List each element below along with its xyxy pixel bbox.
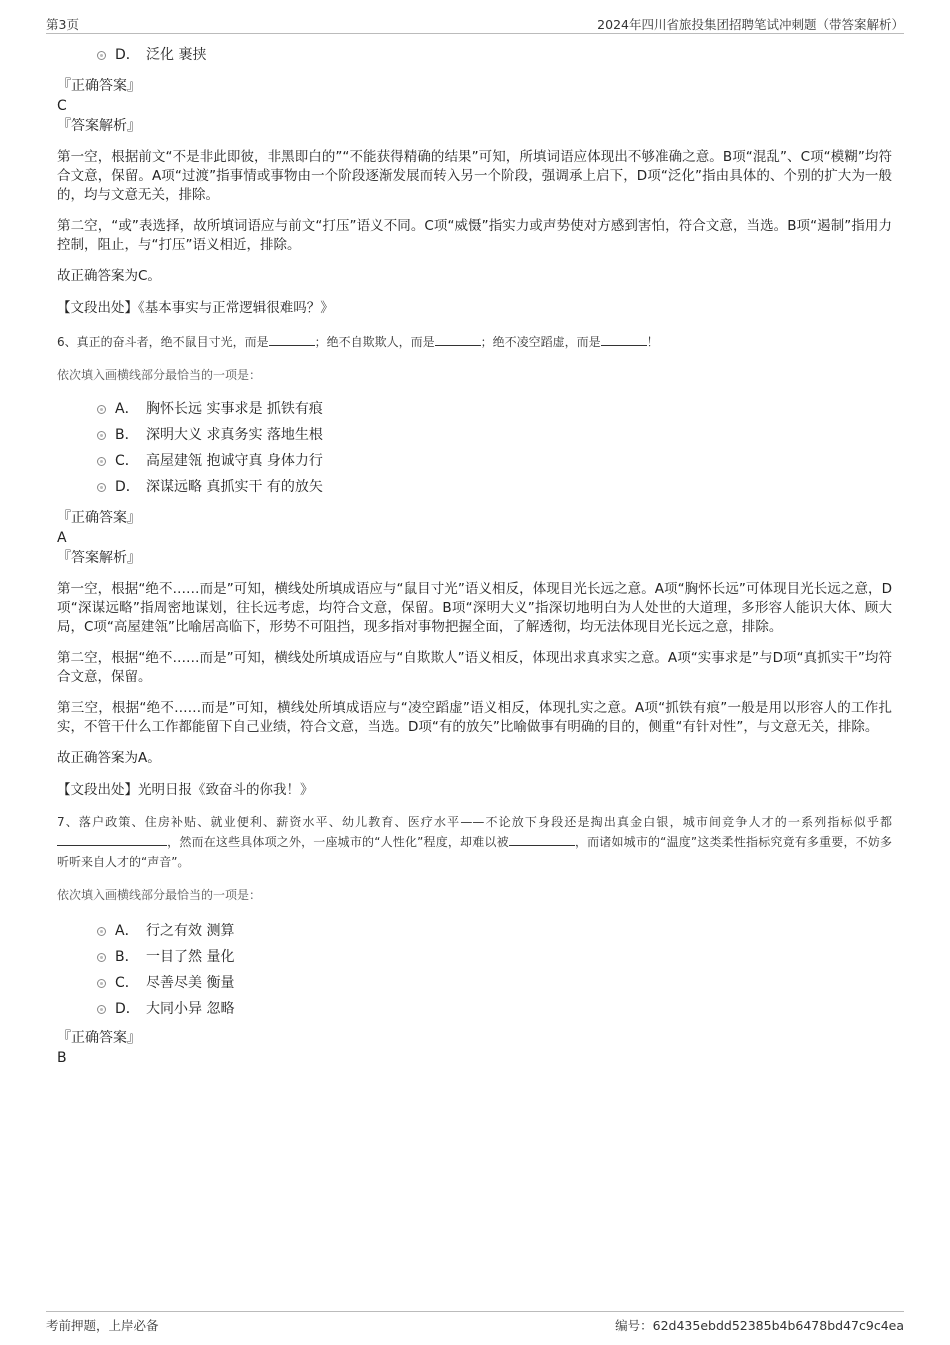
blank-line (601, 333, 647, 346)
q6-option-a[interactable]: A． 胸怀长远 实事求是 抓铁有痕 (57, 396, 892, 422)
blank-line (57, 833, 167, 846)
q7-option-a[interactable]: A． 行之有效 测算 (57, 918, 892, 944)
blank-line (509, 833, 575, 846)
document-code: 编号：62d435ebdd52385b4b6478bd47c9c4ea (615, 1318, 904, 1333)
correct-answer: A (57, 530, 67, 546)
analysis-label: 『答案解析』 (57, 550, 141, 566)
analysis-paragraph: 第一空，根据前文“不是非此即彼，非黑即白的”“不能获得精确的结果”可知，所填词语应体现出不够准确之意。B项“混乱”、C项“模糊”均符合文意，保留。A项“过渡”指事情或事物由一个阶段逐渐发展而转入另一个阶段，强调承上启下，D项“泛化”指由具体的、个别的扩大为一般的，均与文意无关，排除。 (57, 149, 892, 203)
analysis-label: 『答案解析』 (57, 118, 141, 134)
radio-icon[interactable] (97, 431, 106, 440)
radio-icon[interactable] (97, 1005, 106, 1014)
question-7-stem: 7、落户政策、住房补贴、就业便利、薪资水平、幼儿教育、医疗水平——不论放下身段还是掏出真金白银，城市间竞争人才的一系列指标似乎都，然而在这些具体项之外，一座城市的“人性化”程度，却难以被 ，而诸如城市的“温度”这类柔性指标究竟有多重要，不妨多听听来自人才的“声音”。 (57, 815, 892, 869)
q7-option-b[interactable]: B． 一目了然 量化 (57, 944, 892, 970)
radio-icon[interactable] (97, 457, 106, 466)
page-footer (46, 1311, 904, 1334)
analysis-paragraph: 第二空，“或”表选择，故所填词语应与前文“打压”语义不同。C项“威慑”指实力或声势使对方感到害怕，符合文意，当选。B项“遏制”指用力控制，阻止，与“打压”语义相近，排除。 (57, 218, 892, 253)
q7-option-d[interactable]: D． 大同小异 忽略 (57, 996, 892, 1022)
blank-line (269, 333, 315, 346)
source-citation: 【文段出处】光明日报《致奋斗的你我！》 (57, 782, 314, 798)
q5-option-d[interactable]: D． 泛化 裹挟 (57, 42, 892, 68)
question-instruction: 依次填入画横线部分最恰当的一项是： (57, 368, 262, 382)
analysis-paragraph: 第二空，根据“绝不……而是”可知，横线处所填成语应与“自欺欺人”语义相反，体现出求真求实之意。A项“实事求是”与D项“真抓实干”均符合文意，保留。 (57, 650, 892, 685)
blank-line (435, 333, 481, 346)
question-6-stem: 6、真正的奋斗者，绝不鼠目寸光，而是 ；绝不自欺欺人，而是 ；绝不凌空蹈虚，而是 ！ (57, 335, 659, 349)
radio-icon[interactable] (97, 405, 106, 414)
q6-option-c[interactable]: C． 高屋建瓴 抱诚守真 身体力行 (57, 448, 892, 474)
document-body (57, 40, 892, 1068)
analysis-paragraph: 第一空，根据“绝不……而是”可知，横线处所填成语应与“鼠目寸光”语义相反，体现目光长远之意。A项“胸怀长远”可体现目光长远之意，D项“深谋远略”指周密地谋划，往长远考虑，均符合文意，保留。B项“深明大义”指深切地明白为人处世的大道理，多形容人能识大体、顾大局，C项“高屋建瓴”比喻居高临下，形势不可阻挡，现多指对事物把握全面，了解透彻，均无法体现目光长远之意，排除。 (57, 581, 892, 635)
radio-icon[interactable] (97, 51, 106, 60)
question-instruction: 依次填入画横线部分最恰当的一项是： (57, 888, 262, 902)
analysis-conclusion: 故正确答案为C。 (57, 268, 161, 284)
q6-option-d[interactable]: D． 深谋远略 真抓实干 有的放矢 (57, 474, 892, 500)
answer-label: 『正确答案』 (57, 510, 141, 526)
q6-option-b[interactable]: B． 深明大义 求真务实 落地生根 (57, 422, 892, 448)
radio-icon[interactable] (97, 979, 106, 988)
footer-slogan: 考前押题，上岸必备 (46, 1318, 159, 1333)
page-header (46, 13, 904, 34)
analysis-paragraph: 第三空，根据“绝不……而是”可知，横线处所填成语应与“凌空蹈虚”语义相反，体现扎实之意。A项“抓铁有痕”一般是用以形容人的工作扎实，不管干什么工作都能留下自己业绩，符合文意，当选。D项“有的放矢”比喻做事有明确的目的，侧重“有针对性”，与文意无关，排除。 (57, 700, 892, 735)
answer-label: 『正确答案』 (57, 78, 141, 94)
document-title: 2024年四川省旅投集团招聘笔试冲刺题（带答案解析） (597, 17, 904, 32)
analysis-conclusion: 故正确答案为A。 (57, 750, 161, 766)
page-number: 第3页 (46, 17, 79, 32)
source-citation: 【文段出处】《基本事实与正常逻辑很难吗？》 (57, 300, 334, 316)
answer-label: 『正确答案』 (57, 1030, 141, 1046)
radio-icon[interactable] (97, 953, 106, 962)
correct-answer: C (57, 98, 67, 114)
radio-icon[interactable] (97, 483, 106, 492)
q7-option-c[interactable]: C． 尽善尽美 衡量 (57, 970, 892, 996)
correct-answer: B (57, 1050, 67, 1066)
radio-icon[interactable] (97, 927, 106, 936)
